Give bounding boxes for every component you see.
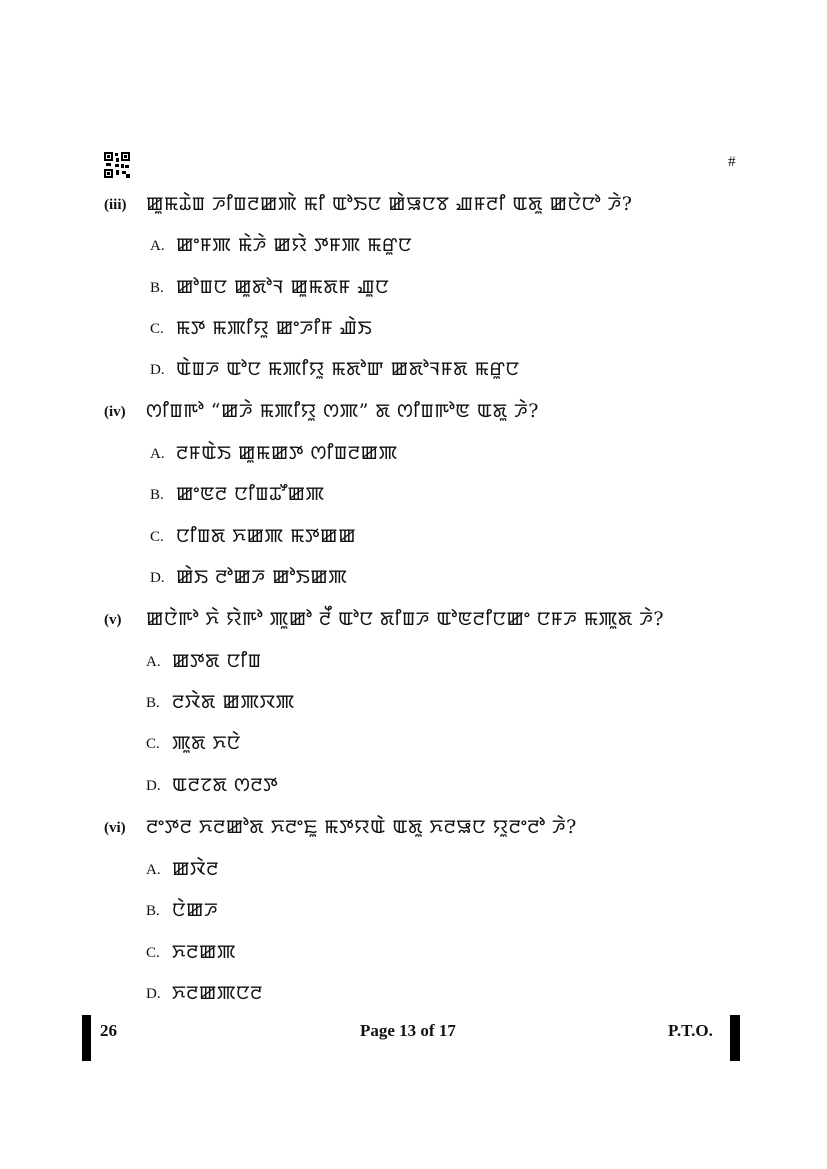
option-label: C. xyxy=(146,736,160,752)
option-text: ꯀꯦꯟꯂ ꯅꯤꯡꯊꯧꯀꯄ xyxy=(176,483,325,505)
option-label: B. xyxy=(146,903,160,919)
option-text: ꯄꯨꯗ ꯈꯅꯥ xyxy=(172,732,241,754)
option-label: B. xyxy=(150,487,164,503)
option-text: ꯅꯤꯡꯗ ꯈꯀꯄ ꯃꯇꯀꯀ xyxy=(176,525,357,547)
question-number: (v) xyxy=(104,612,122,628)
left-footer-bar xyxy=(82,1015,91,1061)
option-label: C. xyxy=(150,321,164,337)
right-footer-bar xyxy=(730,1015,740,1061)
option-label: D. xyxy=(150,570,165,586)
option-text: ꯈꯂꯀꯄ xyxy=(172,941,237,963)
qr-code-icon xyxy=(104,152,130,178)
question-number: (iv) xyxy=(104,404,126,420)
option-text: ꯑꯥꯡꯍ ꯑꯣꯅ ꯃꯄꯤꯌꯨ ꯃꯗꯣꯛ ꯀꯗꯣꯜꯝꯗ ꯃꯔꯨꯅ xyxy=(176,358,520,380)
option-label: C. xyxy=(150,529,164,545)
option-text: ꯂꯝꯑꯥꯏ ꯀꯨꯃꯀꯇ ꯁꯤꯡꯂꯀꯄ xyxy=(176,442,398,464)
option-text: ꯀꯋꯥꯂ xyxy=(172,858,219,880)
question-text: ꯀꯨꯃꯊꯥꯡ ꯍꯤꯡꯂꯀꯄꯥ ꯃꯤ ꯑꯣꯏꯅ ꯀꯥꯎꯅꯕ ꯉꯝꯂꯤ ꯑꯗꯨ ꯀꯅꯥꯅꯣ ꯍꯥ? xyxy=(146,193,633,215)
question-number: (iii) xyxy=(104,197,127,213)
option-label: D. xyxy=(146,778,161,794)
question-text: ꯀꯅꯥꯒꯣ ꯈꯥ ꯌꯥꯒꯣ ꯄꯨꯀꯣ ꯂꯩ ꯑꯣꯅ ꯗꯤꯡꯍ ꯑꯣꯟꯂꯤꯅꯀꯦ ꯅꯝꯍ ꯃꯄꯨꯗ ꯍꯥ? xyxy=(146,608,665,630)
question-text: ꯂꯦꯇꯂ ꯈꯂꯀꯣꯗ ꯈꯂꯦꯐꯨ ꯃꯇꯌꯑꯥ ꯑꯗꯨ ꯈꯂꯎꯅ ꯌꯨꯂꯦꯂꯣ ꯍꯥ? xyxy=(146,816,577,838)
question-number: (vi) xyxy=(104,820,126,836)
option-text: ꯅꯥꯀꯍ xyxy=(172,899,219,921)
option-label: B. xyxy=(150,280,164,296)
page-mark: # xyxy=(728,154,736,170)
option-label: A. xyxy=(150,446,165,462)
option-label: B. xyxy=(146,695,160,711)
footer-code: 26 xyxy=(100,1021,117,1040)
page-number: Page 13 of 17 xyxy=(360,1021,456,1040)
pto-label: P.T.O. xyxy=(668,1021,713,1040)
option-label: D. xyxy=(150,362,165,378)
option-label: D. xyxy=(146,986,161,1002)
option-label: A. xyxy=(146,654,161,670)
option-label: A. xyxy=(150,238,165,254)
option-text: ꯀꯦꯝꯄ ꯃꯥꯍꯥ ꯀꯌꯥ ꯇꯝꯄ ꯃꯔꯨꯅ xyxy=(176,234,412,256)
option-label: C. xyxy=(146,945,160,961)
option-text: ꯑꯂꯖꯗ ꯁꯂꯇ xyxy=(172,774,279,796)
option-text: ꯈꯂꯀꯄꯅꯂ xyxy=(172,982,263,1004)
option-text: ꯃꯇ ꯃꯄꯤꯌꯨ ꯀꯦꯍꯤꯝ ꯉꯥꯏ xyxy=(176,317,373,339)
option-label: A. xyxy=(146,862,161,878)
option-text: ꯀꯣꯡꯅ ꯀꯨꯗꯣꯜ ꯀꯨꯃꯗꯝ ꯉꯨꯅ xyxy=(176,276,390,298)
option-text: ꯀꯥꯏ ꯂꯣꯀꯍ ꯀꯣꯏꯀꯄ xyxy=(176,566,348,588)
option-text: ꯀꯇꯗ ꯅꯤꯡ xyxy=(172,650,262,672)
option-text: ꯂꯋꯥꯗ ꯀꯄꯋꯄ xyxy=(172,691,295,713)
question-text: ꯁꯤꯡꯒꯣ “ꯀꯍꯥ ꯃꯄꯤꯌꯨ ꯁꯄ” ꯗ ꯁꯤꯡꯒꯣꯟ ꯑꯗꯨ ꯍꯥ? xyxy=(146,400,539,422)
